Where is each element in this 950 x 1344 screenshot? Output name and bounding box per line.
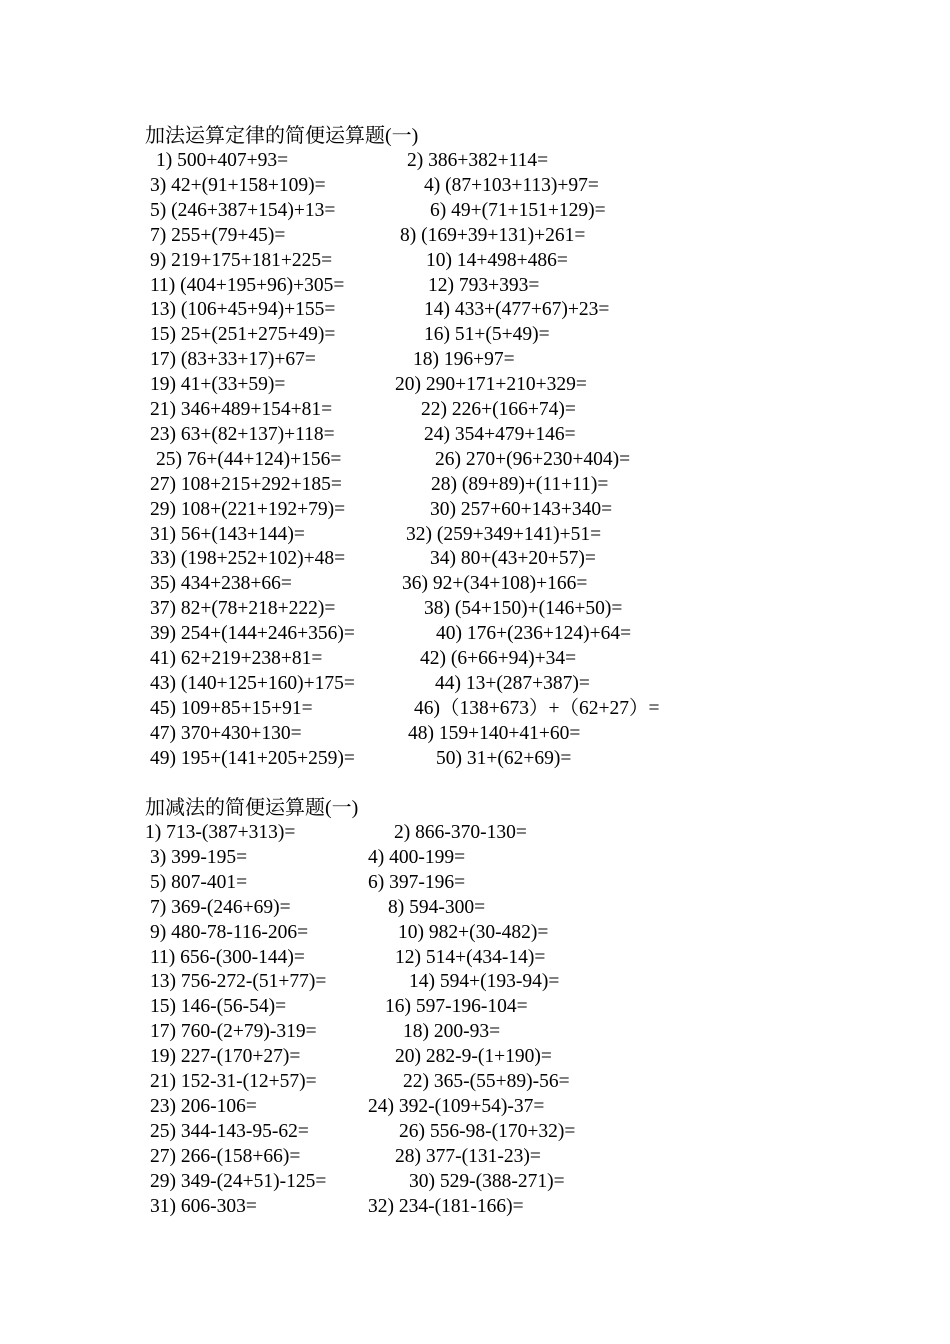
- problem-item: 38) (54+150)+(146+50)=: [424, 598, 623, 620]
- problem-item: 41) 62+219+238+81=: [150, 648, 323, 669]
- problem-item: 5) (246+387+154)+13=: [150, 199, 336, 221]
- problem-item: 6) 397-196=: [368, 871, 466, 893]
- problem-item: 48) 159+140+41+60=: [408, 722, 581, 744]
- problem-item: 11) 656-(300-144)=: [150, 946, 305, 968]
- problem-item: 10) 14+498+486=: [426, 249, 568, 271]
- problem-item: 4) (87+103+113)+97=: [424, 174, 599, 196]
- problem-item: 19) 41+(33+59)=: [150, 374, 286, 396]
- problem-item: 29) 108+(221+192+79)=: [150, 498, 346, 520]
- problem-item: 13) (106+45+94)+155=: [150, 299, 336, 321]
- problem-item: 20) 282-9-(1+190)=: [395, 1046, 552, 1068]
- problem-row: [0, 747, 950, 772]
- problem-item: 22) 365-(55+89)-56=: [403, 1071, 570, 1092]
- problem-item: 40) 176+(236+124)+64=: [436, 623, 632, 645]
- section-title: 加减法的简便运算题(一): [145, 797, 359, 819]
- problem-row: [0, 821, 950, 846]
- problem-row: [0, 970, 950, 995]
- section-title: 加法运算定律的简便运算题(一): [145, 125, 419, 147]
- problem-row: [0, 1195, 950, 1220]
- problem-item: 14) 594+(193-94)=: [409, 971, 560, 993]
- problem-item: 3) 399-195=: [150, 846, 248, 868]
- problem-row: [0, 672, 950, 697]
- problem-item: 32) 234-(181-166)=: [368, 1195, 524, 1217]
- problem-item: 15) 25+(251+275+49)=: [150, 324, 336, 346]
- problem-row: [0, 597, 950, 622]
- problem-item: 30) 529-(388-271)=: [409, 1170, 565, 1192]
- problem-row: [0, 1070, 950, 1095]
- problem-row: [0, 199, 950, 224]
- problem-item: 36) 92+(34+108)+166=: [402, 573, 588, 595]
- problem-item: 3) 42+(91+158+109)=: [150, 174, 326, 196]
- problem-item: 7) 255+(79+45)=: [150, 224, 286, 246]
- problem-item: 12) 514+(434-14)=: [395, 946, 546, 968]
- problem-item: 1) 713-(387+313)=: [145, 822, 296, 843]
- problem-item: 24) 392-(109+54)-37=: [368, 1095, 545, 1117]
- problem-row: [0, 448, 950, 473]
- problem-item: 25) 344-143-95-62=: [150, 1120, 309, 1142]
- problem-row: [0, 896, 950, 921]
- problem-item: 25) 76+(44+124)+156=: [156, 448, 342, 470]
- problem-item: 5) 807-401=: [150, 871, 248, 893]
- problem-row: [0, 871, 950, 896]
- problem-item: 29) 349-(24+51)-125=: [150, 1170, 327, 1192]
- problem-item: 26) 270+(96+230+404)=: [435, 448, 631, 470]
- problem-row: [0, 274, 950, 299]
- problem-item: 12) 793+393=: [428, 274, 540, 296]
- problem-item: 49) 195+(141+205+259)=: [150, 747, 355, 769]
- problem-row: [0, 547, 950, 572]
- problem-item: 46)（138+673）+（62+27）=: [414, 697, 660, 719]
- problem-row: [0, 523, 950, 548]
- problem-row: [0, 174, 950, 199]
- problem-item: 33) (198+252+102)+48=: [150, 548, 346, 570]
- problem-item: 6) 49+(71+151+129)=: [430, 199, 606, 221]
- problem-row: [0, 946, 950, 971]
- problem-item: 45) 109+85+15+91=: [150, 697, 313, 719]
- problem-item: 10) 982+(30-482)=: [398, 921, 549, 943]
- problem-item: 2) 866-370-130=: [394, 822, 527, 843]
- problem-row: [0, 722, 950, 747]
- problem-row: [0, 572, 950, 597]
- problem-item: 17) 760-(2+79)-319=: [150, 1021, 317, 1043]
- problem-item: 28) 377-(131-23)=: [395, 1145, 541, 1167]
- problem-item: 26) 556-98-(170+32)=: [399, 1120, 576, 1142]
- problem-item: 24) 354+479+146=: [424, 423, 576, 445]
- problem-item: 31) 606-303=: [150, 1195, 257, 1217]
- problem-row: [0, 1045, 950, 1070]
- problem-item: 37) 82+(78+218+222)=: [150, 598, 336, 620]
- problem-item: 18) 200-93=: [403, 1021, 501, 1043]
- problem-row: [0, 149, 950, 174]
- problem-item: 47) 370+430+130=: [150, 722, 302, 744]
- problem-item: 39) 254+(144+246+356)=: [150, 623, 355, 645]
- problem-item: 21) 152-31-(12+57)=: [150, 1071, 317, 1092]
- problem-item: 16) 597-196-104=: [385, 996, 528, 1018]
- problem-row: [0, 224, 950, 249]
- problem-item: 35) 434+238+66=: [150, 573, 292, 595]
- problem-item: 9) 480-78-116-206=: [150, 921, 309, 943]
- problem-row: [0, 1095, 950, 1120]
- problem-row: [0, 249, 950, 274]
- problem-item: 13) 756-272-(51+77)=: [150, 971, 327, 993]
- problem-item: 11) (404+195+96)+305=: [150, 274, 345, 296]
- problem-item: 42) (6+66+94)+34=: [420, 648, 577, 669]
- problem-row: [0, 298, 950, 323]
- problem-item: 8) 594-300=: [388, 896, 486, 918]
- problem-item: 1) 500+407+93=: [156, 150, 289, 171]
- problem-row: [0, 1020, 950, 1045]
- problem-item: 50) 31+(62+69)=: [436, 747, 572, 769]
- problem-row: [0, 1145, 950, 1170]
- problem-row: [0, 348, 950, 373]
- problem-item: 21) 346+489+154+81=: [150, 399, 333, 420]
- problem-item: 23) 206-106=: [150, 1095, 257, 1117]
- problem-row: [0, 647, 950, 672]
- problem-item: 2) 386+382+114=: [407, 150, 549, 171]
- problem-item: 27) 266-(158+66)=: [150, 1145, 301, 1167]
- problem-item: 32) (259+349+141)+51=: [406, 523, 602, 545]
- problem-item: 14) 433+(477+67)+23=: [424, 299, 610, 321]
- problem-item: 15) 146-(56-54)=: [150, 996, 287, 1018]
- problem-item: 8) (169+39+131)+261=: [400, 224, 586, 246]
- problem-item: 16) 51+(5+49)=: [424, 324, 550, 346]
- problem-row: [0, 473, 950, 498]
- problem-item: 18) 196+97=: [413, 349, 515, 371]
- problem-item: 43) (140+125+160)+175=: [150, 672, 355, 694]
- problem-row: [0, 423, 950, 448]
- problem-row: [0, 622, 950, 647]
- problem-row: [0, 1120, 950, 1145]
- problem-row: [0, 921, 950, 946]
- problem-item: 28) (89+89)+(11+11)=: [431, 473, 609, 495]
- problem-item: 17) (83+33+17)+67=: [150, 349, 316, 371]
- problem-row: [0, 846, 950, 871]
- problem-item: 31) 56+(143+144)=: [150, 523, 305, 545]
- problem-item: 9) 219+175+181+225=: [150, 249, 333, 271]
- problem-row: [0, 995, 950, 1020]
- problem-row: [0, 323, 950, 348]
- problem-item: 23) 63+(82+137)+118=: [150, 423, 335, 445]
- problem-item: 44) 13+(287+387)=: [435, 672, 590, 694]
- problem-item: 34) 80+(43+20+57)=: [430, 548, 596, 570]
- problem-item: 27) 108+215+292+185=: [150, 473, 342, 495]
- problem-item: 30) 257+60+143+340=: [430, 498, 613, 520]
- problem-row: [0, 373, 950, 398]
- problem-row: [0, 1170, 950, 1195]
- problem-row: [0, 398, 950, 423]
- problem-item: 7) 369-(246+69)=: [150, 896, 291, 918]
- problem-item: 4) 400-199=: [368, 846, 466, 868]
- problem-row: [0, 498, 950, 523]
- problem-item: 20) 290+171+210+329=: [395, 374, 587, 396]
- problem-item: 19) 227-(170+27)=: [150, 1046, 301, 1068]
- problem-row: [0, 697, 950, 722]
- problem-item: 22) 226+(166+74)=: [421, 399, 576, 420]
